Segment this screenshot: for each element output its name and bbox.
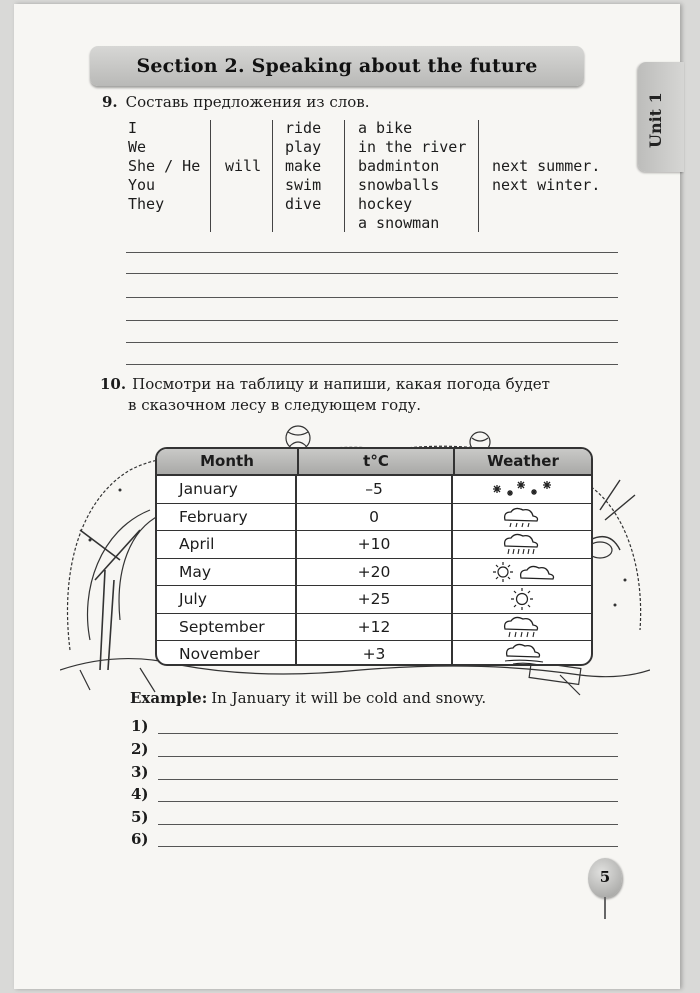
exercise-9-number: 9. xyxy=(102,93,118,111)
month-cell: April xyxy=(157,531,297,558)
exercise-10-number: 10. xyxy=(100,375,127,393)
table-row xyxy=(157,641,591,666)
sun-cloud-icon xyxy=(453,559,591,585)
temp-cell: +3 xyxy=(297,641,453,666)
column-divider xyxy=(210,120,211,232)
exercise-10-instruction xyxy=(100,374,620,416)
page-number-balloon xyxy=(588,858,622,898)
answer-line[interactable] xyxy=(158,824,618,825)
table-row xyxy=(157,559,591,587)
header-temp: t°C xyxy=(299,449,455,474)
verb-word: ride xyxy=(285,119,322,137)
weather-cell xyxy=(453,586,591,613)
subject-word: You xyxy=(128,176,156,194)
month-cell: January xyxy=(157,476,297,503)
answer-line[interactable] xyxy=(158,801,618,802)
writing-line[interactable] xyxy=(126,297,618,298)
verb-word: swim xyxy=(285,176,322,194)
subjects-column xyxy=(128,119,200,214)
object-word: snowballs xyxy=(358,176,440,194)
answer-number: 3) xyxy=(131,763,149,781)
temp-cell: –5 xyxy=(297,476,453,503)
writing-line[interactable] xyxy=(126,342,618,343)
answer-line[interactable] xyxy=(158,756,618,757)
weather-cell xyxy=(453,641,591,666)
times-column xyxy=(492,157,600,195)
month-cell: May xyxy=(157,559,297,586)
cloud-rain-icon xyxy=(453,531,591,557)
weather-table-header xyxy=(157,449,591,476)
weather-cell xyxy=(453,559,591,586)
example-sentence xyxy=(130,689,486,707)
answer-number: 5) xyxy=(131,808,149,826)
balloon-string xyxy=(604,897,606,919)
temp-cell: 0 xyxy=(297,504,453,531)
subject-word: They xyxy=(128,195,165,213)
modal-column xyxy=(225,157,261,176)
temp-cell: +20 xyxy=(297,559,453,586)
verb-word: make xyxy=(285,157,322,175)
exercise-10-text-line2: в сказочном лесу в следующем году. xyxy=(128,396,422,414)
writing-line[interactable] xyxy=(126,320,618,321)
table-row xyxy=(157,531,591,559)
temp-cell: +10 xyxy=(297,531,453,558)
section-banner xyxy=(90,46,584,86)
month-cell: September xyxy=(157,614,297,641)
unit-tab xyxy=(638,62,684,172)
cloud-wind-icon xyxy=(453,641,591,666)
writing-line[interactable] xyxy=(126,364,618,365)
column-divider xyxy=(272,120,273,232)
weather-table xyxy=(155,447,593,666)
example-text: In January it will be cold and snowy. xyxy=(211,689,487,707)
cloud-rain-icon xyxy=(453,504,591,530)
section-title: Section 2. Speaking about the future xyxy=(136,55,538,77)
object-word: a snowman xyxy=(358,214,440,232)
exercise-9-instruction xyxy=(102,93,370,111)
answer-line[interactable] xyxy=(158,733,618,734)
cloud-rain-icon xyxy=(453,614,591,640)
unit-tab-label: Unit 1 xyxy=(646,92,665,148)
weather-cell xyxy=(453,476,591,503)
temp-cell: +25 xyxy=(297,586,453,613)
object-word: hockey xyxy=(358,195,413,213)
header-month: Month xyxy=(157,449,299,474)
temp-cell: +12 xyxy=(297,614,453,641)
writing-line[interactable] xyxy=(126,273,618,274)
verb-word: dive xyxy=(285,195,322,213)
table-row xyxy=(157,476,591,504)
objects-column xyxy=(358,119,466,233)
month-cell: February xyxy=(157,504,297,531)
weather-cell xyxy=(453,614,591,641)
answer-line[interactable] xyxy=(158,846,618,847)
verbs-column xyxy=(285,119,321,214)
answer-number: 1) xyxy=(131,717,149,735)
sun-icon xyxy=(453,586,591,612)
header-weather: Weather xyxy=(487,452,559,470)
subject-word: She / He xyxy=(128,157,201,175)
answer-line[interactable] xyxy=(158,779,618,780)
table-row xyxy=(157,504,591,532)
snowflakes-icon xyxy=(453,476,591,502)
answer-number: 4) xyxy=(131,785,149,803)
time-phrase: next summer. xyxy=(492,157,601,175)
table-row xyxy=(157,586,591,614)
month-cell: November xyxy=(157,641,297,666)
answer-number: 6) xyxy=(131,830,149,848)
subject-word: I xyxy=(128,119,138,137)
weather-cell xyxy=(453,504,591,531)
weather-cell xyxy=(453,531,591,558)
object-word: a bike xyxy=(358,119,413,137)
table-row xyxy=(157,614,591,642)
time-phrase: next winter. xyxy=(492,176,601,194)
month-cell: July xyxy=(157,586,297,613)
answer-number: 2) xyxy=(131,740,149,758)
column-divider xyxy=(478,120,479,232)
column-divider xyxy=(344,120,345,232)
page-number: 5 xyxy=(599,868,611,886)
exercise-10-text-line1: Посмотри на таблицу и напиши, какая погода будет xyxy=(132,375,550,393)
verb-word: play xyxy=(285,138,322,156)
object-word: badminton xyxy=(358,157,440,175)
writing-line[interactable] xyxy=(126,252,618,253)
modal-word: will xyxy=(225,157,262,175)
subject-word: We xyxy=(128,138,147,156)
example-label: Example: xyxy=(130,689,208,707)
exercise-9-text: Составь предложения из слов. xyxy=(125,93,370,111)
object-word: in the river xyxy=(358,138,467,156)
